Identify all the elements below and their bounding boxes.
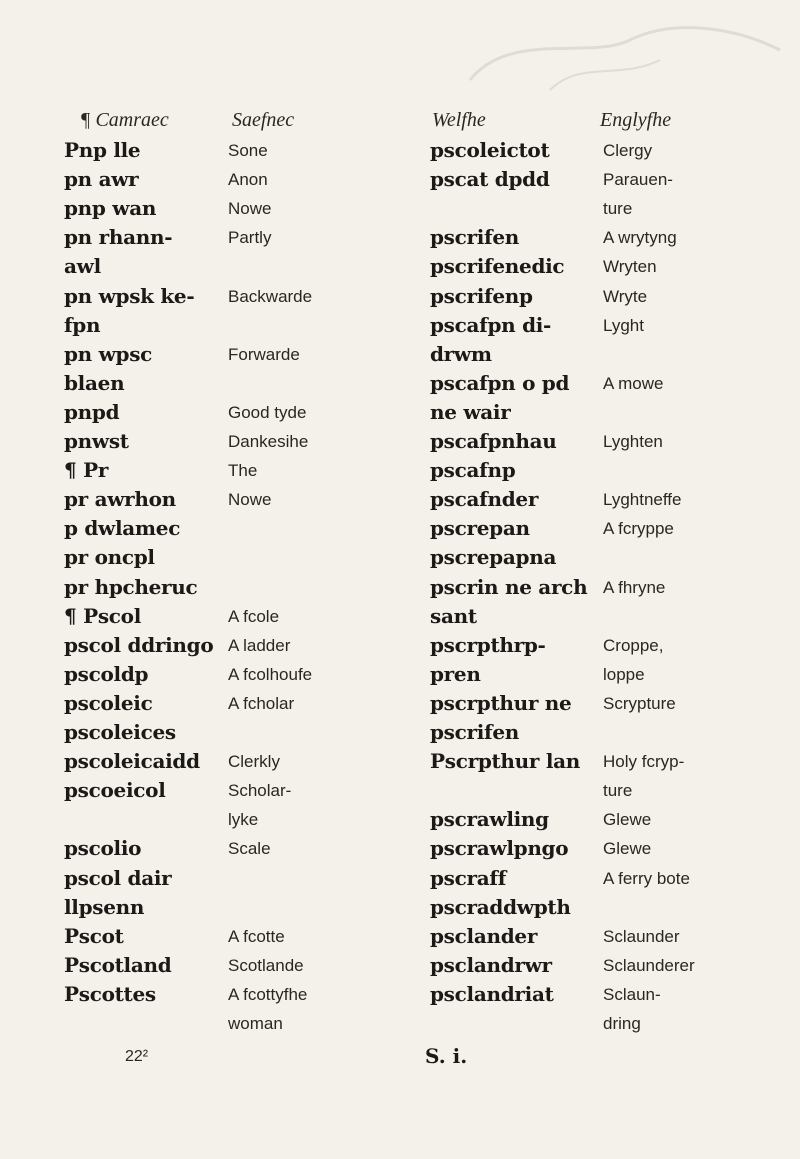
left-english-23: lyke xyxy=(228,810,259,830)
right-welsh-3: pscrifen xyxy=(430,225,520,250)
left-english-3: Partly xyxy=(228,228,272,248)
left-english-28: Scotlande xyxy=(228,955,304,975)
left-welsh-22: pscoeicol xyxy=(64,778,166,803)
left-welsh-27: Pscot xyxy=(64,923,124,948)
left-welsh-13: p dwlamec xyxy=(64,516,181,541)
right-welsh-15: pscrin ne arch xyxy=(430,574,588,599)
header-englyfhe: Englyfhe xyxy=(600,109,672,131)
left-english-0: Sone xyxy=(228,141,268,160)
right-english-17: Croppe, xyxy=(603,635,664,655)
left-welsh-16: ¶ Pscol xyxy=(64,603,142,628)
right-welsh-24: pscrawlpngo xyxy=(430,836,569,861)
left-english-21: Clerkly xyxy=(228,752,280,772)
right-welsh-0: pscoleictot xyxy=(430,138,550,162)
left-welsh-1: pn awr xyxy=(64,167,139,192)
right-english-27: Sclaunder xyxy=(603,926,680,946)
header-saefnec: Saefnec xyxy=(232,109,295,131)
right-welsh-12: pscafnder xyxy=(430,487,539,512)
left-welsh-6: fpn xyxy=(64,312,101,337)
right-english-21: Holy fcryp- xyxy=(603,752,685,772)
right-welsh-29: psclandriat xyxy=(430,981,554,1006)
right-welsh-21: Pscrpthur lan xyxy=(430,749,581,774)
left-welsh-18: pscoldp xyxy=(64,661,149,686)
right-english-19: Scrypture xyxy=(603,693,676,713)
right-english-0: Clergy xyxy=(603,141,653,160)
right-welsh-18: pren xyxy=(430,661,481,686)
right-welsh-7: drwm xyxy=(430,341,492,366)
left-english-29: A fcottyfhe xyxy=(228,984,308,1004)
right-welsh-26: pscraddwpth xyxy=(430,894,571,919)
left-welsh-19: pscoleic xyxy=(64,690,153,715)
left-english-11: The xyxy=(228,461,258,481)
right-welsh-19: pscrpthur ne xyxy=(430,690,572,715)
left-english-2: Nowe xyxy=(228,199,272,219)
right-welsh-6: pscafpn di- xyxy=(430,312,552,337)
right-welsh-28: psclandrwr xyxy=(430,952,552,977)
right-welsh-13: pscrepan xyxy=(430,516,530,541)
left-welsh-21: pscoleicaidd xyxy=(64,749,200,774)
right-english-28: Sclaunderer xyxy=(603,955,695,975)
left-welsh-11: ¶ Pr xyxy=(64,458,109,483)
left-english-1: Anon xyxy=(228,170,268,190)
right-welsh-8: pscafpn o pd xyxy=(430,370,570,395)
right-english-6: Lyght xyxy=(603,315,644,335)
left-welsh-20: pscoleices xyxy=(64,720,176,744)
right-welsh-5: pscrifenp xyxy=(430,283,533,308)
left-welsh-7: pn wpsc xyxy=(64,341,153,366)
left-english-16: A fcole xyxy=(228,606,280,626)
right-english-5: Wryte xyxy=(603,286,648,306)
right-english-22: ture xyxy=(603,781,633,801)
left-english-19: A fcholar xyxy=(228,693,295,713)
left-welsh-12: pr awrhon xyxy=(64,487,176,512)
page-stain xyxy=(430,20,790,95)
left-welsh-3: pn rhann- xyxy=(64,225,173,250)
right-welsh-17: pscrpthrp- xyxy=(430,632,546,657)
left-welsh-26: llpsenn xyxy=(64,894,145,919)
right-english-2: ture xyxy=(603,199,633,219)
left-welsh-25: pscol dair xyxy=(64,865,172,890)
right-english-29: Sclaun- xyxy=(603,984,661,1004)
left-welsh-0: Pnp lle xyxy=(64,138,141,162)
signature-mark: S. i. xyxy=(425,1044,468,1068)
left-english-5: Backwarde xyxy=(228,286,313,306)
right-welsh-10: pscafpnhau xyxy=(430,429,557,453)
right-english-8: A mowe xyxy=(603,373,664,393)
left-english-24: Scale xyxy=(228,839,271,859)
header-welfhe: Welfhe xyxy=(432,109,486,131)
left-welsh-17: pscol ddringo xyxy=(64,632,214,657)
left-welsh-8: blaen xyxy=(64,370,125,395)
left-welsh-28: Pscotland xyxy=(64,952,172,977)
left-welsh-10: pnwst xyxy=(64,429,129,453)
left-welsh-5: pn wpsk ke- xyxy=(64,283,195,308)
right-welsh-20: pscrifen xyxy=(430,720,520,744)
right-english-10: Lyghten xyxy=(603,432,663,451)
left-welsh-29: Pscottes xyxy=(64,981,156,1006)
right-welsh-1: pscat dpdd xyxy=(430,167,550,192)
right-welsh-16: sant xyxy=(430,603,477,628)
left-english-22: Scholar- xyxy=(228,781,292,801)
left-welsh-15: pr hpcheruc xyxy=(64,574,198,599)
left-welsh-14: pr oncpl xyxy=(64,545,155,570)
right-welsh-4: pscrifenedic xyxy=(430,254,565,279)
left-english-27: A fcotte xyxy=(228,926,285,946)
left-welsh-9: pnpd xyxy=(64,399,120,424)
left-english-30: woman xyxy=(228,1014,283,1033)
right-english-30: dring xyxy=(603,1014,641,1033)
left-welsh-24: pscolio xyxy=(64,836,142,861)
right-english-3: A wrytyng xyxy=(603,228,677,248)
left-english-10: Dankesihe xyxy=(228,432,309,451)
header-camraec: ¶ Camraec xyxy=(80,109,169,131)
right-welsh-9: ne wair xyxy=(430,399,511,424)
right-english-15: A fhryne xyxy=(603,577,666,597)
left-english-17: A ladder xyxy=(228,635,291,655)
right-english-1: Parauen- xyxy=(603,170,673,190)
left-welsh-4: awl xyxy=(64,254,101,279)
right-welsh-25: pscraff xyxy=(430,865,507,890)
right-english-12: Lyghtneffe xyxy=(603,490,682,510)
left-welsh-2: pnp wan xyxy=(64,196,157,221)
right-english-25: A ferry bote xyxy=(603,868,690,888)
right-welsh-11: pscafnp xyxy=(430,458,516,483)
right-welsh-14: pscrepapna xyxy=(430,545,557,570)
page-number: 22² xyxy=(125,1048,149,1065)
left-english-7: Forwarde xyxy=(228,344,300,364)
right-english-23: Glewe xyxy=(603,810,652,830)
right-english-13: A fcryppe xyxy=(603,519,674,539)
right-welsh-27: psclander xyxy=(430,923,538,948)
left-english-12: Nowe xyxy=(228,490,272,510)
left-english-18: A fcolhoufe xyxy=(228,664,313,684)
right-english-24: Glewe xyxy=(603,839,652,859)
left-english-9: Good tyde xyxy=(228,402,307,422)
right-english-4: Wryten xyxy=(603,257,657,277)
right-english-18: loppe xyxy=(603,664,645,684)
right-welsh-23: pscrawling xyxy=(430,807,549,832)
